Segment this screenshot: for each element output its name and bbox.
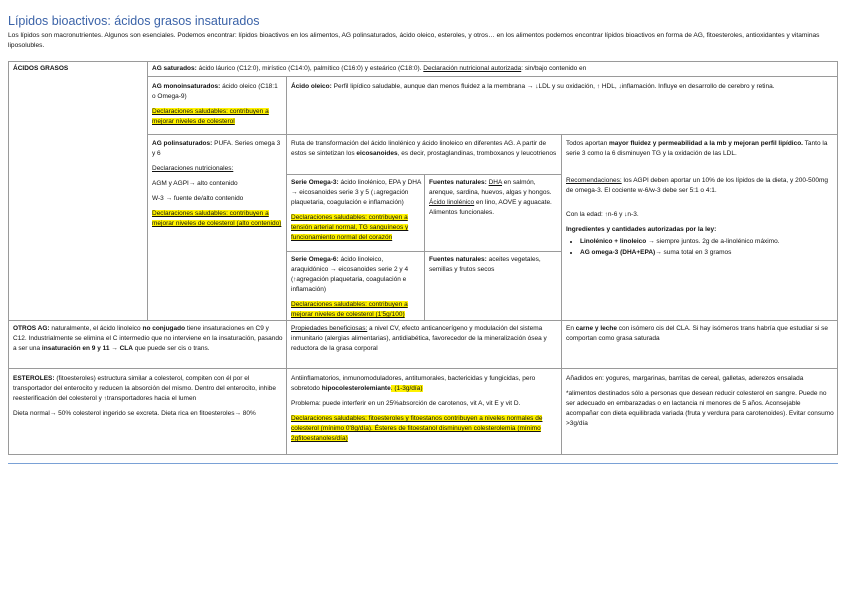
cell-fuentes-omega-3: Fuentes naturales: DHA en salmón, arenque, sardina, huevos, algas y hongos. Ácido linolénico en lino, AOVE y aguacate. Alimentos funcionales. <box>429 179 552 216</box>
declaracion-saludable-mono: Declaraciones saludables: contribuyen a mejorar niveles de colesterol <box>152 108 269 125</box>
cell-monoinsaturados: AG monoinsaturados: ácido oleico (C18:1 o Omega-9) Declaraciones saludables: contribuyen a mejorar niveles de colesterol <box>152 83 278 125</box>
cell-saturados: AG saturados: ácido láurico (C12:0), mirístico (C14:0), palmítico (C16:0) y esteárico (C18:0). Declaración nutricional autorizada: sin/bajo contenido en <box>152 65 587 72</box>
col-line-1 <box>147 61 148 320</box>
declaracion-saludable-omega3: Declaraciones saludables: contribuyen a tensión arterial normal, TG sanguíneos y funcionamiento normal del corazón <box>291 214 409 241</box>
row-line-saturados <box>147 76 837 77</box>
row-line-mono <box>147 134 837 135</box>
cell-fuentes-omega-6: Fuentes naturales: aceites vegetales, semillas y frutos secos <box>429 256 541 273</box>
cell-serie-omega-6: Serie Omega-6: ácido linoleico, araquidónico → eicosanoides serie 2 y 4 (↑agregación plaquetaria, coagulación e inflamación) Declaraciones saludables: contribuyen a mejorar niveles de colesterol (1'5g/100) <box>291 256 409 318</box>
cell-anadidos: Añadidos en: yogures, margarinas, barritas de cereal, galletas, aderezos ensalada *alimentos destinados sólo a personas que desean reducir colesterol en sangre. Puede no ser adecuado en embarazadas o en lactancia ni menores de 5 años. Aconsejable acompañar con dieta equilibrada variada (fruta y verdura para carotenoides). Evitar consumo >3g/día <box>566 375 834 427</box>
row-line-esteroles <box>8 368 838 369</box>
table-border-bottom <box>8 454 838 455</box>
cell-carne-leche: En carne y leche con isómero cis del CLA. Si hay isómeros trans habría que estudiar si se comportan como grasa saturada <box>566 325 828 342</box>
declaracion-saludable-poli: Declaraciones saludables: contribuyen a mejorar niveles de colesterol (alto contenido) <box>152 210 282 227</box>
col-line-3 <box>561 134 562 455</box>
cell-acidos-grasos: ÁCIDOS GRASOS <box>13 65 69 72</box>
cell-acido-oleico: Ácido oleico: Perfil lipídico saludable, aunque dan menos fluidez a la membrana → ↓LDL y su oxidación, ↑ HDL, ↓inflamación. Influye en desarrollo de cerebro y retina. <box>291 83 775 90</box>
cell-otros-ag: OTROS AG: naturalmente, el ácido linoleico no conjugado tiene insaturaciones en C9 y C12. Industrialmente se elimina el C intermedio que no interviene en la insaturación, pasando a ser una insaturación en 9 y 11 → CLA que puede ser cis o trans. <box>13 325 283 352</box>
cell-polinsaturados: AG polinsaturados: PUFA. Series omega 3 y 6 Declaraciones nutricionales: AGM y AGPI→ alto contenido W-3 → fuente de/alto contenido Declaraciones saludables: contribuyen a mejorar niveles de colesterol (alto contenido) <box>152 140 282 227</box>
cell-antiinflamatorios: Antiinflamatorios, inmunomoduladores, antitumorales, bactericidas y fungicidas, pero sobretodo hipocolesterolemiante. (1-3g/día) Problema: puede interferir en un 25%absorción de carotenos, vit A, vit E y vit D. Declaraciones saludables: fitoesteroles y fitoestanos contribuyen a niveles normales de colesterol (mínimo 0'8g/día). Ésteres de fitoestanol disminuyen colesterolemia (mínimo 2gfitoestanoles/día) <box>291 375 543 442</box>
table-border-right <box>837 61 838 455</box>
col-line-2 <box>286 76 287 455</box>
row-line-otros <box>8 320 838 321</box>
cell-ruta-transformacion: Ruta de transformación del ácido linolénico y ácido linoleico en diferentes AG. A partir de estos se sintetizan los eicosanoides, es decir, prostaglandinas, tromboxanos y leucotrienos <box>291 140 557 157</box>
cell-esteroles: ESTEROLES: (fitoesteroles) estructura similar a colesterol, compiten con él por el transportador del enterocito y reducen la absorción del mismo. Dentro del enterocito, inhibe reesterificación del colesterol y ↑transportadores hacia el lumen Dieta normal→ 50% colesterol ingerido se excreta. Dieta rica en fitoesteroles→ 80% <box>13 375 277 417</box>
cell-serie-omega-3: Serie Omega-3: ácido linolénico, EPA y DHA → eicosanoides serie 3 y 5 (↓agregación plaquetaria, coagulación e inflamación) Declaraciones saludables: contribuyen a tensión arterial normal, TG sanguíneos y funcionamiento normal del corazón <box>291 179 421 241</box>
intro-paragraph: Los lípidos son macronutrientes. Algunos son esenciales. Podemos encontrar: lípidos bioactivos en los alimentos, AG polinsaturados, ácido oleico, esteroles, y otros… en los alimentos podemos encontrar lípidos bioactivos en forma de AG, fitoesteroles, antioxidantes y vitaminas liposolubles. <box>8 32 820 49</box>
declaracion-saludable-esteroles: Declaraciones saludables: fitoesteroles y fitoestanos contribuyen a niveles normales de colesterol (mínimo 0'8g/día). Ésteres de fitoestanol disminuyen colesterolemia (mínimo 2gfitoestanoles/día) <box>291 415 543 442</box>
table-border-top <box>8 61 838 62</box>
page-bottom-rule <box>8 463 838 464</box>
sub-col-line <box>424 174 425 320</box>
cell-propiedades: Propiedades beneficiosas: a nivel CV, efecto anticancerígeno y modulación del sistema inmunitario (alergias alimentarias), antidiabética, favorecedor de la mineralización ósea y reductora de la grasa corporal <box>291 325 547 352</box>
list-item: • AG omega-3 (DHA+EPA)→ suma total en 3 gramos <box>580 248 834 258</box>
ingredientes-list <box>580 237 834 258</box>
table-border-left <box>8 61 9 455</box>
declaracion-saludable-omega6: Declaraciones saludables: contribuyen a mejorar niveles de colesterol (1'5g/100) <box>291 301 408 318</box>
page-title: Lípidos bioactivos: ácidos grasos insaturados <box>8 14 260 28</box>
list-item: • Linolénico + linoleico → siempre juntos. 2g de a-linolénico máximo. <box>580 237 834 247</box>
cell-todos-aportan: Todos aportan mayor fluidez y permeabilidad a la mb y mejoran perfil lipídico. Tanto la serie 3 como la 6 disminuyen TG y la oxidación de las LDL. Recomendaciones: los AGPI deben aportar un 10% de los lípidos de la dieta, y 200-500mg de omega-3. El cociente w-6/w-3 debe ser 5:1 o 4:1. Con la edad: ↑n-6 y ↓n-3. Ingredientes y cantidades autorizadas por la ley: • Linolénico + linoleico → siempre juntos. 2g de a-linolénico máximo. • AG omega-3 (DHA+EPA)→ suma total en 3 gramos <box>566 139 834 259</box>
